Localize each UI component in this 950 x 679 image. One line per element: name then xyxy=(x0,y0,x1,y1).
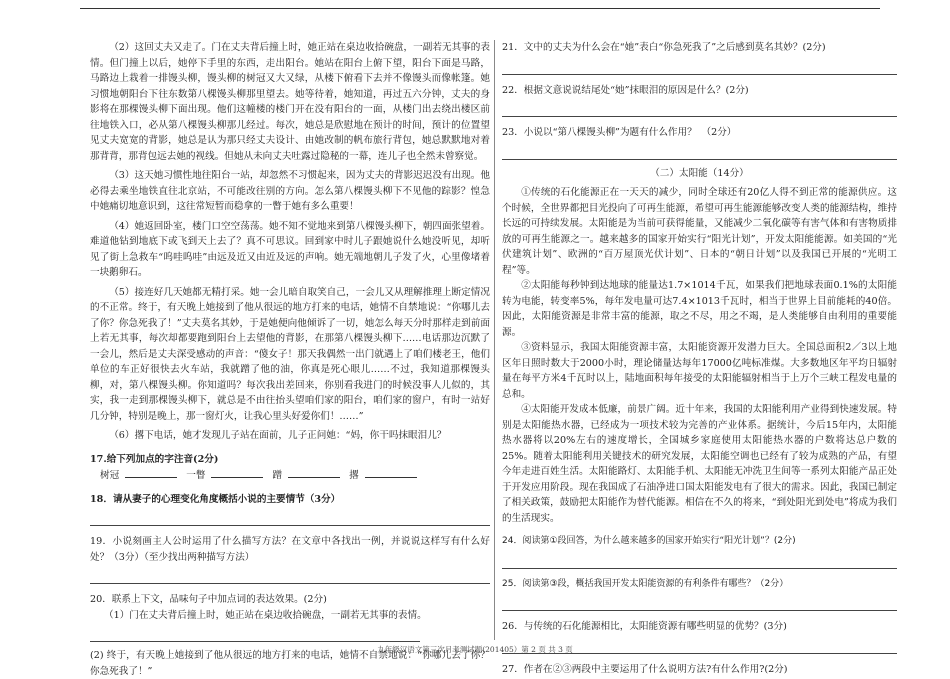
pinyin-word: 撂 xyxy=(349,470,359,481)
left-column xyxy=(90,40,490,679)
question-17: 17.给下列加点的字注音(2分) xyxy=(90,453,219,465)
right-column xyxy=(502,40,897,677)
pinyin-word: 蹭 xyxy=(272,470,283,481)
question-24: 24．阅读第①段回答，为什么越来越多的国家开始实行“阳光计划”？(2分) xyxy=(502,536,796,546)
answer-blank[interactable] xyxy=(211,467,263,478)
answer-line[interactable] xyxy=(90,509,490,526)
question-22: 22．根据文意说说结尾处“她”抹眼泪的原因是什么？(2分) xyxy=(502,84,749,96)
question-18: 18．请从妻子的心理变化角度概括小说的主要情节（3分） xyxy=(90,493,341,505)
answer-line[interactable] xyxy=(502,552,897,569)
question-25: 25．阅读第③段，概括我国开发太阳能资源的有利条件有哪些？（2分） xyxy=(502,578,789,589)
paragraph-2: （2）这回丈夫又走了。门在丈夫背后撞上时，她正站在桌边收拾碗盘，一副若无其事的表情。但门撞上以后，她停下手里的东西，走出阳台。她站在阳台上俯下望，阳台下面是马路，马路边上栽着一排馒头柳，馒头柳的树冠又大又绿，从楼下俯看下去并不像馒头而像帐篷。她习惯地朝阳台下往东数第八棵馒头柳那里望去。她等待着，她知道，再过五六分钟，丈夫的身影将在那棵馒头柳下面出现。他们这幢楼的楼门开在没有阳台的一面，从楼门出去绕出楼区前往地铁入口，必从第八棵馒头柳那儿经过。每次，她总是欣慰地在预计的时间，预计的位置望见丈夫宽宽的背影，她总是认为那只经丈夫设计、由她改制的帆布旅行背包，她总默默地对着那背背，那背包远去她的视线。但她从未向丈夫吐露过隐秘的一幕，连儿子也全然未曾察觉。 xyxy=(90,42,490,162)
question-26: 26．与传统的石化能源相比，太阳能资源有哪些明显的优势？(3分) xyxy=(502,621,787,632)
answer-blank[interactable] xyxy=(288,467,340,478)
question-20: 20．联系上下文，品味句子中加点词的表达效果。(2分) xyxy=(90,594,327,605)
solar-paragraph-1: ①传统的石化能源正在一天天的减少，同时全球还有20亿人得不到正常的能源供应。这个时候，全世界都把目光投向了可再生能源，希望可再生能源能够改变人类的能源结构，维持长远的可持续发展。太阳能是为当前可获得能量，又能减少二氧化碳等有害气体和有害物质排放的可再生能源之一。越来越多的国家开始实行“阳光计划”，开发太阳能能源。如美国的“光伏建筑计划”、欧洲的“百万屋顶光伏计划”、日本的“朝日计划”以及我国已开展的“光明工程”等。 xyxy=(502,187,897,276)
question-20-2: (2) 终于，有天晚上她接到了他从很远的地方打来的电话，她情不自禁地说：“你哪儿去了你？你急死我了！” xyxy=(90,650,490,677)
top-rule xyxy=(80,8,880,9)
answer-line[interactable] xyxy=(90,625,420,642)
question-20-1: （1）门在丈夫背后撞上时，她正站在桌边收拾碗盘，一副若无其事的表情。 xyxy=(104,609,427,621)
section-title: （二）太阳能（14分） xyxy=(650,167,749,179)
answer-line[interactable] xyxy=(502,100,897,117)
paragraph-6: （6）撂下电话，她才发现儿子站在面前，儿子正问她：“妈，你干吗抹眼泪儿？ xyxy=(109,430,447,441)
question-27: 27．作者在②③两段中主要运用了什么说明方法?有什么作用?(2分) xyxy=(502,663,788,675)
page-footer: 九年级汉语文第三次月考测试题(201405）第 2 页 共 3 页 xyxy=(377,645,573,654)
question-21: 21．文中的丈夫为什么会在“她”表白“你急死我了”之后感到莫名其妙？(2分) xyxy=(502,42,826,53)
pinyin-row xyxy=(100,467,490,484)
answer-line[interactable] xyxy=(502,143,897,160)
question-23: 23．小说以“第八棵馒头柳”为题有什么作用？ （2分） xyxy=(502,127,737,138)
answer-blank[interactable] xyxy=(125,467,177,478)
paragraph-3: （3）这天她习惯性地往阳台一站，却忽然不习惯起来，因为丈夫的背影迟迟没有出现。他必得去乘坐地铁直往北京站，不可能改往别的方向。怎么第八棵馒头柳下不见他的踪影？惶急中她痛切地意识到，这往常短暂而稳拿的一瞥于她有多么重要！ xyxy=(90,170,490,212)
column-divider xyxy=(494,40,495,640)
solar-paragraph-2: ②太阳能每秒钟到达地球的能量达1.7×1014千瓦，如果我们把地球表面0.1%的太阳能转为电能，转变率5%，每年发电量可达7.4×1013千瓦时，相当于世界上目前能耗的40倍。因此，太阳能资源是非常丰富的能源，取之不尽，用之不竭，是人类能够自由利用的重要能源。 xyxy=(502,280,897,338)
answer-line[interactable] xyxy=(90,567,490,584)
answer-line[interactable] xyxy=(502,594,897,611)
pinyin-word: 一瞥 xyxy=(186,470,206,481)
paragraph-4: （4）她返回卧室，楼门口空空荡荡。她不知不觉地来到第八棵馒头柳下，朝四面张望着。难道他钻到地底下或飞到天上去了？真不可思议。回到家中时儿子跟她说什么她没听见，却听见了街上急救车“呜哇呜哇”由远及近又由近及远的声响。她无端地朝儿子发了火，心里像堵着一块鹅卵石。 xyxy=(90,220,490,278)
question-19: 19．小说刻画主人公时运用了什么描写方法？在文章中各找出一例，并说说这样写有什么好处？（3分）（至少找出两种描写方法） xyxy=(90,536,490,563)
solar-paragraph-3: ③资料显示，我国太阳能资源丰富，太阳能资源开发潜力巨大。全国总面积2／3以上地区年日照时数大于2000小时，理论储量达每年17000亿吨标准煤。大多数地区年平均日辐射量在每平方米4千瓦时以上，陆地面积每年接受的太阳能辐射相当于上万个三峡工程发电量的总和。 xyxy=(502,342,897,400)
pinyin-word: 树冠 xyxy=(100,470,120,481)
paragraph-5: （5）接连好几天她都无精打采。她一会儿暗自取笑自己，一会儿又从理解推理上断定情况的不正常。终于，有天晚上她接到了他从很远的地方打来的电话，她情不自禁地说：“你哪儿去了你？你急死我了！”丈夫莫名其妙，于是她便向他倾诉了一切，她怎么每天分时那样走到前面上若无其事，每次却都要跑到阳台上去望他的背影，在那第八棵馒头柳下……电话那边沉默了一会儿，然后是丈夫深受感动的声音：“傻女子！那天我偶然一出门就遇上了咱们楼老王，他们单位的车正好很快去火车站，我就蹭了他的油，你真是死心眼儿……不过，我知道那棵馒头柳，对，第八棵馒头柳。你知道吗？每次我出差回来，你别看我进门的时候没事人儿似的，其实，我一走到那棵馒头柳下，就总是不由往抬头望咱们家的阳台，咱们家的窗户，有时一站好几分钟，特别是晚上，那一窗灯火，让我心里头好爱你们！……” xyxy=(90,286,490,422)
solar-paragraph-4: ④太阳能开发成本低廉，前景广阔。近十年来，我国的太阳能利用产业得到快速发展。特别是太阳能热水器，已经成为一项技术较为完善的产业体系。据统计，今后15年内，太阳能热水器将以20%左右的速度增长，全国城乡家庭使用太阳能热水器的户数将达总户数的25%。随着太阳能利用关键技术的研究发展，太阳能空调也已经有了较为成熟的产品，有望今年走进百姓生活。太阳能路灯、太阳能手机、太阳能无冲洗卫生间等一系列太阳能产品正处于开发应用阶段。现在我国成了石油净进口国太阳能发电有了很大的需求。因此，我国已制定了相关政策，鼓励把太阳能作为替代能源。相信在不久的将来，“到处阳光到处电”将成为我们的生活现实。 xyxy=(502,404,897,524)
answer-blank[interactable] xyxy=(365,467,417,478)
answer-line[interactable] xyxy=(502,58,897,75)
